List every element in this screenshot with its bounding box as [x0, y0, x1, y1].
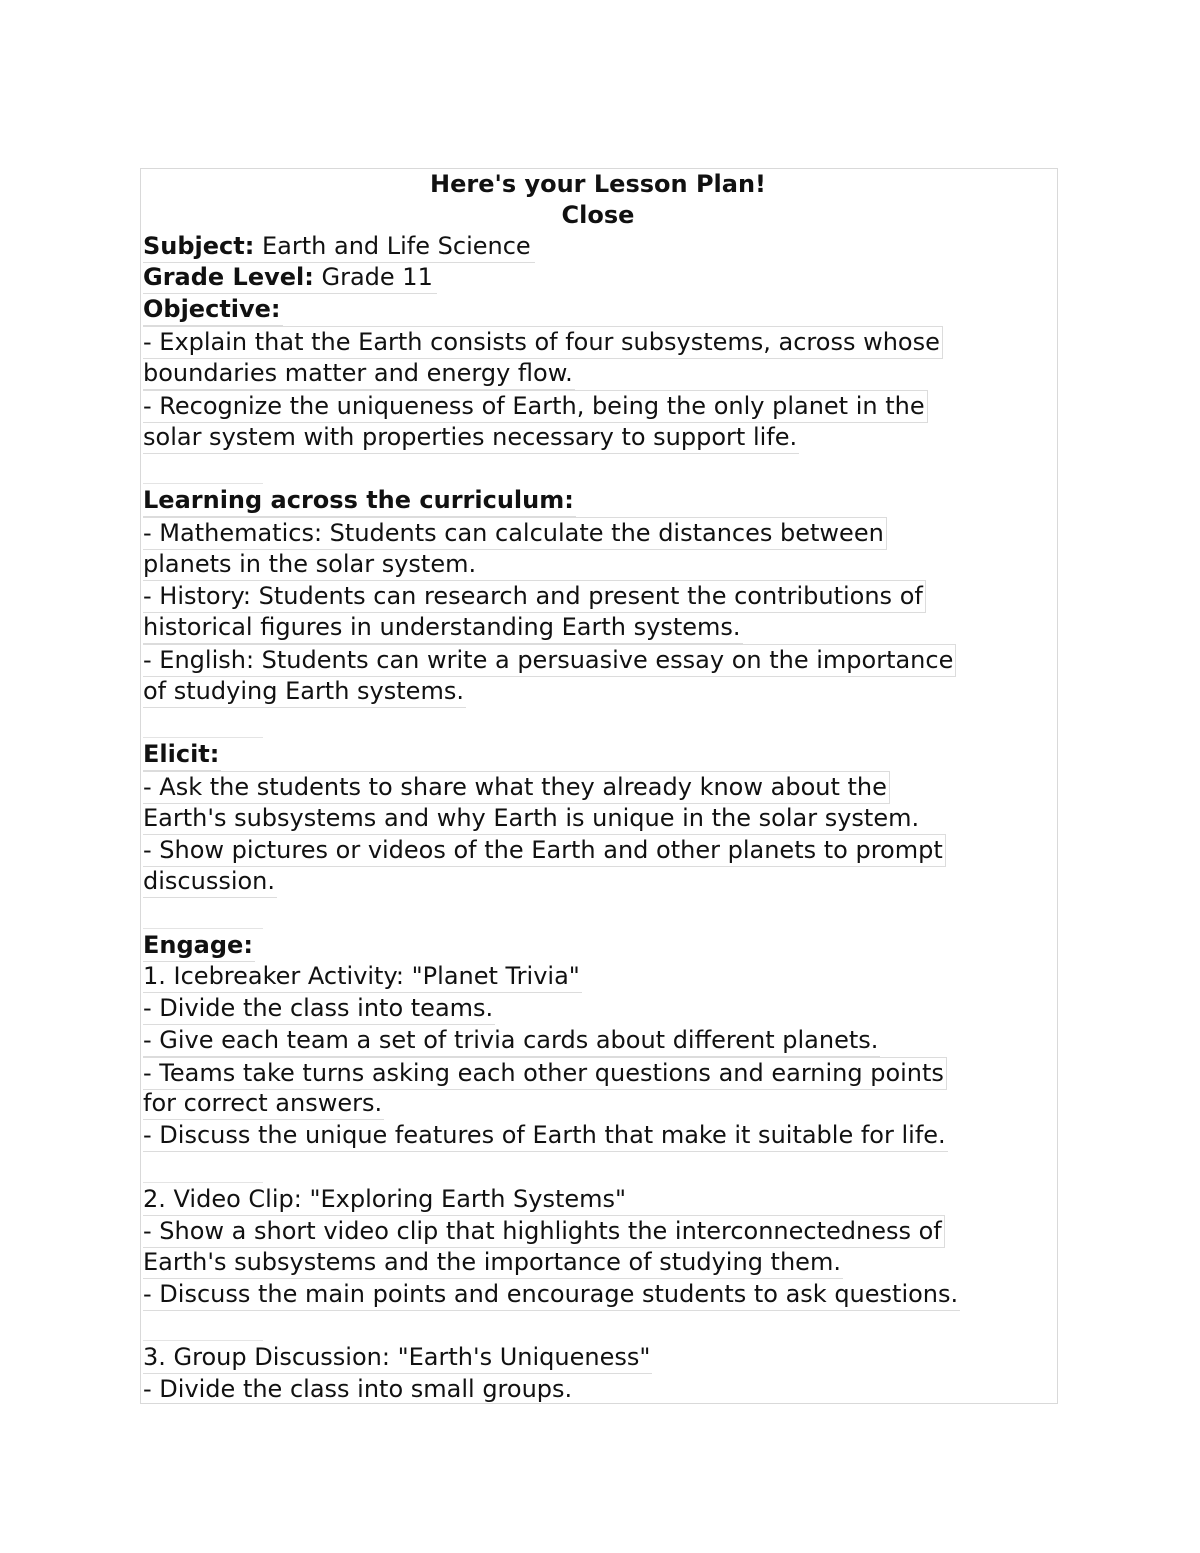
subject-label: Subject:	[143, 232, 255, 260]
blank-line	[143, 483, 263, 484]
objective-line: - Explain that the Earth consists of four subsystems, across whose	[143, 326, 943, 357]
engage-heading: Engage:	[143, 930, 255, 961]
curriculum-line: - History: Students can research and present the contributions of	[143, 580, 926, 611]
curriculum-line: historical figures in understanding Earth systems.	[143, 612, 743, 643]
elicit-heading: Elicit:	[143, 739, 221, 770]
lesson-plan-document	[140, 168, 1058, 1404]
engage-line: 1. Icebreaker Activity: "Planet Trivia"	[143, 961, 582, 992]
blank-line	[143, 1340, 263, 1341]
engage-line: 3. Group Discussion: "Earth's Uniqueness"	[143, 1342, 652, 1373]
objective-line: solar system with properties necessary to support life.	[143, 422, 799, 453]
engage-line: - Show a short video clip that highlights the interconnectedness of	[143, 1215, 945, 1246]
curriculum-line: planets in the solar system.	[143, 549, 478, 580]
grade-level-label: Grade Level:	[143, 263, 314, 291]
engage-line: - Divide the class into teams.	[143, 993, 495, 1024]
curriculum-line: - Mathematics: Students can calculate the distances between	[143, 517, 887, 548]
engage-line: 2. Video Clip: "Exploring Earth Systems"	[143, 1184, 628, 1215]
grade-level-value: Grade 11	[321, 263, 433, 291]
engage-line: for correct answers.	[143, 1088, 384, 1119]
blank-line	[143, 928, 263, 929]
grade-level-row	[143, 262, 437, 293]
curriculum-line: of studying Earth systems.	[143, 676, 466, 707]
engage-line: Earth's subsystems and the importance of studying them.	[143, 1247, 843, 1278]
objective-line: boundaries matter and energy flow.	[143, 358, 575, 389]
objective-heading: Objective:	[143, 294, 283, 325]
engage-line: - Divide the class into small groups.	[143, 1374, 574, 1404]
curriculum-heading: Learning across the curriculum:	[143, 485, 576, 516]
engage-line: - Teams take turns asking each other questions and earning points	[143, 1057, 947, 1088]
blank-line	[143, 1182, 263, 1183]
engage-line: - Give each team a set of trivia cards about different planets.	[143, 1025, 880, 1056]
engage-line: - Discuss the main points and encourage students to ask questions.	[143, 1279, 960, 1310]
curriculum-line: - English: Students can write a persuasive essay on the importance	[143, 644, 956, 675]
engage-line: - Discuss the unique features of Earth that make it suitable for life.	[143, 1120, 948, 1151]
subject-value: Earth and Life Science	[262, 232, 531, 260]
elicit-line: Earth's subsystems and why Earth is unique in the solar system.	[143, 803, 921, 834]
blank-line	[143, 737, 263, 738]
elicit-line: discussion.	[143, 866, 277, 897]
elicit-line: - Ask the students to share what they already know about the	[143, 771, 890, 802]
lesson-plan-title: Here's your Lesson Plan!	[430, 170, 766, 198]
subject-row	[143, 231, 535, 262]
elicit-line: - Show pictures or videos of the Earth and other planets to prompt	[143, 834, 946, 865]
close-button[interactable]: Close	[561, 201, 635, 229]
objective-line: - Recognize the uniqueness of Earth, being the only planet in the	[143, 390, 928, 421]
